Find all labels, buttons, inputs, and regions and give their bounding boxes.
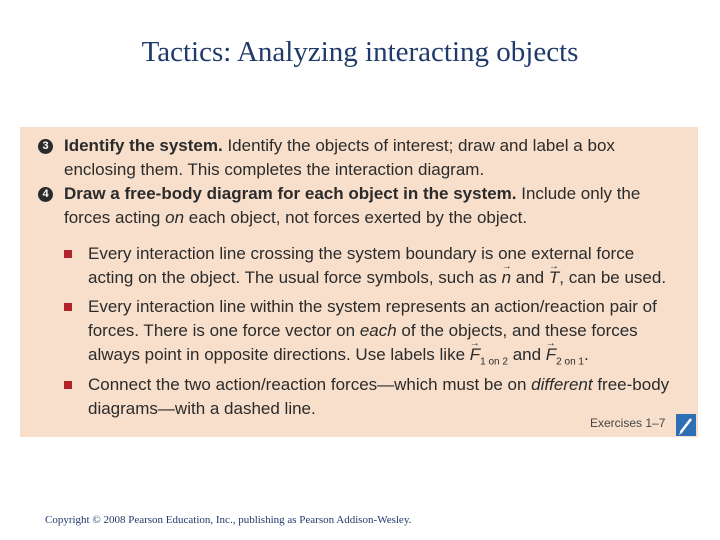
step-number-badge: 3 <box>38 139 53 154</box>
vector-n-symbol: → n <box>502 268 511 287</box>
step-text: each object, not forces exerted by the object. <box>184 208 528 227</box>
pencil-icon <box>676 414 696 436</box>
vector-subscript: 2 on 1 <box>556 356 584 368</box>
bullet-marker <box>64 250 72 258</box>
bullet-text: free-body diagrams—with a dashed line. <box>88 375 670 418</box>
bullet-marker <box>64 303 72 311</box>
bullet-action-reaction <box>88 295 680 374</box>
vector-f1-symbol: → F <box>470 345 480 364</box>
bullet-text: Every interaction line crossing the system boundary is one external force acting on the object. The usual force symbols, such as <box>88 244 635 287</box>
bullet-external-forces <box>88 242 680 290</box>
step-text: Include only the forces acting <box>64 184 641 227</box>
bullet-text: . <box>583 345 589 364</box>
bullet-emphasis: different <box>531 375 593 394</box>
vector-f2-symbol: → F <box>546 345 556 364</box>
step-free-body-diagram <box>42 182 684 230</box>
exercises-reference: Exercises 1–7 <box>590 416 666 430</box>
bullet-text: , can be used. <box>559 268 667 287</box>
vector-t-symbol: → T <box>549 268 559 287</box>
bullet-text: and <box>507 345 546 364</box>
bullet-dashed-line <box>88 373 680 421</box>
step-emphasis: on <box>165 208 185 227</box>
step-text: Identify the objects of interest; draw and label a box enclosing them. This completes the interaction diagram. <box>64 136 615 179</box>
copyright-notice: Copyright © 2008 Pearson Education, Inc., publishing as Pearson Addison-Wesley. <box>45 514 412 526</box>
step-heading: Draw a free-body diagram for each object in the system. <box>64 184 517 203</box>
bullet-text: Connect the two action/reaction forces—which must be on <box>88 375 532 394</box>
bullet-text: and <box>511 268 549 287</box>
step-number-badge: 4 <box>38 187 53 202</box>
bullet-text: of the objects, and these forces always point in opposite directions. Use labels like <box>88 321 638 364</box>
bullet-marker <box>64 381 72 389</box>
step-identify-system <box>42 134 684 182</box>
vector-subscript: 1 on 2 <box>480 356 508 368</box>
bullet-text: Every interaction line within the system represents an action/reaction pair of forces. There is one force vector on <box>88 297 657 340</box>
bullet-emphasis: each <box>359 321 397 340</box>
slide-title: Tactics: Analyzing interacting objects <box>141 36 579 68</box>
step-heading: Identify the system. <box>64 136 223 155</box>
